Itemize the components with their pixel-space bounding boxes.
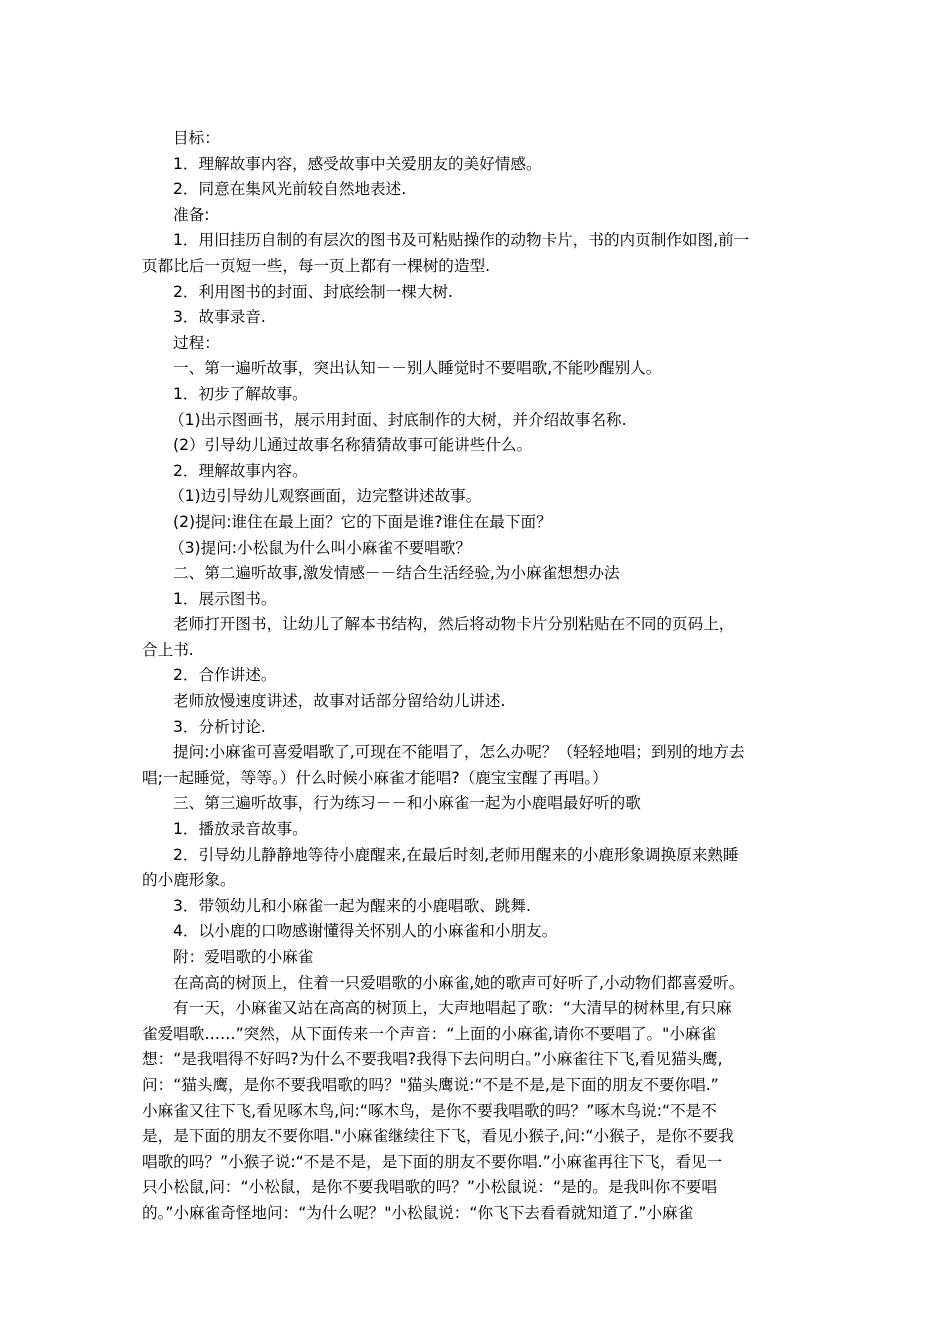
section-2-heading: 二、第二遍听故事,激发情感－－结合生活经验,为小麻雀想想办法 <box>173 564 620 583</box>
section-2-text: 老师打开图书，让幼儿了解本书结构，然后将动物卡片分别粘贴在不同的页码上， <box>173 615 735 634</box>
story-line: 唱歌的吗？”小猴子说:“不是不是，是下面的朋友不要你唱.”小麻雀再往下飞，看见一 <box>142 1152 723 1171</box>
prep-item-1: 1．用旧挂历自制的有层次的图书及可粘贴操作的动物卡片，书的内页制作如图,前一 <box>173 231 750 250</box>
section-1-heading: 一、第一遍听故事，突出认知－－别人睡觉时不要唱歌,不能吵醒别人。 <box>173 359 662 378</box>
section-2-question: 提问:小麻雀可喜爱唱歌了,可现在不能唱了，怎么办呢？（轻轻地唱；到别的地方去 <box>173 743 745 762</box>
story-line: 小麻雀又往下飞,看见啄木鸟,问:“啄木鸟，是你不要我唱歌的吗？”啄木鸟说:“不是不 <box>142 1101 717 1120</box>
prep-heading: 准备: <box>173 205 210 224</box>
prep-item-1-cont: 页都比后一页短一些，每一页上都有一棵树的造型. <box>142 256 491 275</box>
section-2-text-cont: 合上书. <box>142 640 194 659</box>
section-3-step-4: 4．以小鹿的口吻感谢懂得关怀别人的小麻雀和小朋友。 <box>173 922 558 941</box>
section-1-substep: (2）引导幼儿通过故事名称猜猜故事可能讲些什么。 <box>173 436 533 455</box>
story-line: 的。”小麻雀奇怪地问：“为什么呢？"小松鼠说：“你飞下去看看就知道了.”小麻雀 <box>142 1203 694 1222</box>
story-line: 雀爱唱歌……”突然，从下面传来一个声音：“上面的小麻雀,请你不要唱了。"小麻雀 <box>142 1024 717 1043</box>
prep-item-2: 2．利用图书的封面、封底绘制一棵大树. <box>173 282 453 301</box>
section-1-substep: （1)边引导幼儿观察画面，边完整讲述故事。 <box>169 487 482 506</box>
goal-item-1: 1．理解故事内容，感受故事中关爱朋友的美好情感。 <box>173 154 542 173</box>
story-paragraph: 在高高的树顶上，住着一只爱唱歌的小麻雀,她的歌声可好听了,小动物们都喜爱听。 <box>173 973 745 992</box>
section-3-heading: 三、第三遍听故事，行为练习－－和小麻雀一起为小鹿唱最好听的歌 <box>173 794 641 813</box>
section-2-question-cont: 唱;一起睡觉，等等。）什么时候小麻雀才能唱?（鹿宝宝醒了再唱。） <box>142 768 608 787</box>
section-1-step-2: 2．理解故事内容。 <box>173 461 308 480</box>
section-3-step-2: 2．引导幼儿静静地等待小鹿醒来,在最后时刻,老师用醒来的小鹿形象调换原来熟睡 <box>173 845 739 864</box>
section-1-substep: (2)提问:谁住在最上面？它的下面是谁?谁住在最下面？ <box>173 512 552 531</box>
goal-item-2: 2．同意在集风光前较自然地表述. <box>173 180 407 199</box>
section-2-step-3: 3．分析讨论. <box>173 717 266 736</box>
story-paragraph: 有一天，小麻雀又站在高高的树顶上，大声地唱起了歌：“大清早的树林里,有只麻 <box>173 999 732 1018</box>
section-1-substep: （3)提问:小松鼠为什么叫小麻雀不要唱歌？ <box>169 538 471 557</box>
section-2-step-1: 1．展示图书。 <box>173 589 277 608</box>
appendix-title: 附：爱唱歌的小麻雀 <box>173 948 314 966</box>
goal-heading: 目标： <box>173 129 220 147</box>
story-line: 是，是下面的朋友不要你唱."小麻雀继续往下飞，看见小猴子,问:“小猴子，是你不要我 <box>142 1127 734 1146</box>
section-1-step-1: 1．初步了解故事。 <box>173 384 308 403</box>
section-3-step-2-cont: 的小鹿形象。 <box>142 871 236 890</box>
section-3-step-1: 1．播放录音故事。 <box>173 820 308 839</box>
story-line: 只小松鼠,问：“小松鼠，是你不要我唱歌的吗？”小松鼠说：“是的。是我叫你不要唱 <box>142 1178 717 1197</box>
section-2-text: 老师放慢速度讲述，故事对话部分留给幼儿讲述. <box>173 692 506 711</box>
section-3-step-3: 3．带领幼儿和小麻雀一起为醒来的小鹿唱歌、跳舞. <box>173 896 531 915</box>
section-1-substep: （1)出示图画书，展示用封面、封底制作的大树，并介绍故事名称. <box>169 410 627 429</box>
process-heading: 过程： <box>173 333 220 352</box>
story-line: 想：“是我唱得不好吗?为什么不要我唱?我得下去问明白。”小麻雀往下飞,看见猫头鹰, <box>142 1050 723 1069</box>
prep-item-3: 3．故事录音. <box>173 308 266 327</box>
section-2-step-2: 2．合作讲述。 <box>173 666 277 685</box>
story-line: 问：“猫头鹰，是你不要我唱歌的吗？"猫头鹰说:“不是不是,是下面的朋友不要你唱.” <box>142 1075 719 1094</box>
